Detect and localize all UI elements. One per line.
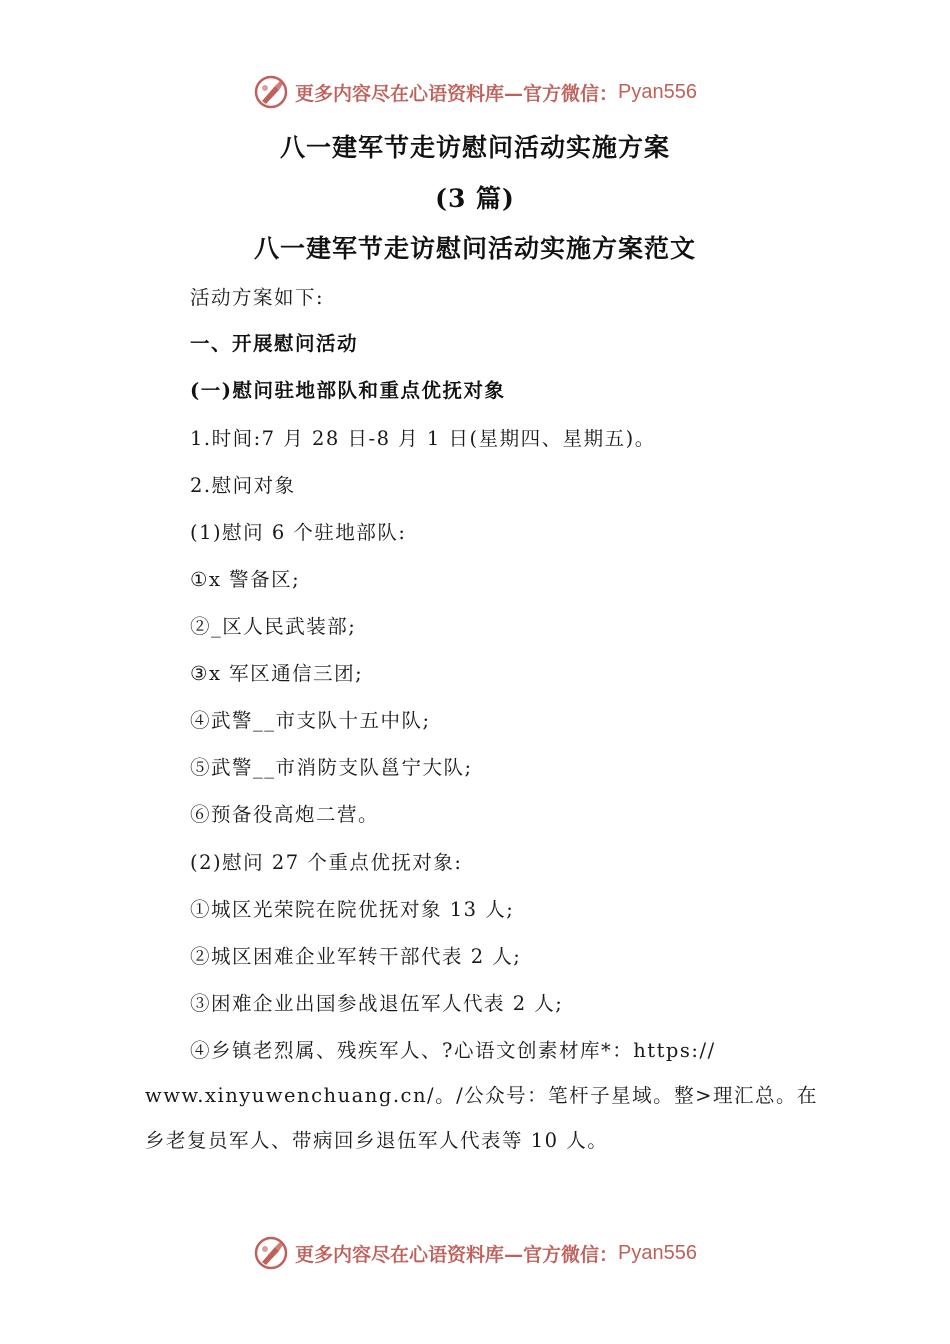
- paragraph-line: www.xinyuwenchuang.cn/。/公众号：笔杆子星域。整>理汇总。在: [145, 1084, 818, 1107]
- item-target: 2.慰问对象: [190, 474, 296, 497]
- sub1-label: (1)慰问 6 个驻地部队:: [190, 521, 407, 544]
- doc-subtitle: (3 篇): [435, 184, 515, 213]
- banner-handle: Pyan556: [618, 1241, 697, 1264]
- paragraph-line: ④乡镇老烈属、残疾军人、?心语文创素材库*：https://: [190, 1039, 716, 1062]
- intro-text: 活动方案如下:: [190, 286, 325, 309]
- pen-logo-icon: [253, 1235, 289, 1271]
- banner-handle: Pyan556: [618, 80, 697, 103]
- list-item: ⑥预备役高炮二营。: [190, 803, 380, 826]
- banner-text: 更多内容尽在心语资料库—官方微信：: [295, 1243, 619, 1266]
- list-item: ①城区光荣院在院优抚对象 13 人;: [190, 898, 515, 921]
- footer-banner: [0, 1231, 950, 1275]
- list-item: ④武警__市支队十五中队;: [190, 709, 431, 732]
- list-item: ⑤武警__市消防支队邕宁大队;: [190, 756, 473, 779]
- heading-1: 一、开展慰问活动: [190, 332, 359, 355]
- list-item: ③困难企业出国参战退伍军人代表 2 人;: [190, 992, 564, 1015]
- list-item: ②城区困难企业军转干部代表 2 人;: [190, 945, 522, 968]
- header-banner: [0, 70, 950, 114]
- paragraph-line: 乡老复员军人、带病回乡退伍军人代表等 10 人。: [145, 1129, 609, 1152]
- section-title: 八一建军节走访慰问活动实施方案范文: [253, 234, 696, 263]
- sub2-label: (2)慰问 27 个重点优抚对象:: [190, 851, 463, 874]
- list-item: ①x 警备区;: [190, 568, 301, 591]
- heading-2: (一)慰问驻地部队和重点优抚对象: [190, 379, 506, 402]
- list-item: ③x 军区通信三团;: [190, 662, 364, 685]
- doc-title: 八一建军节走访慰问活动实施方案: [279, 133, 670, 162]
- item-time: 1.时间:7 月 28 日-8 月 1 日(星期四、星期五)。: [190, 427, 656, 450]
- banner-text: 更多内容尽在心语资料库—官方微信：: [295, 82, 619, 105]
- pen-logo-icon: [253, 74, 289, 110]
- list-item: ②_区人民武装部;: [190, 615, 357, 638]
